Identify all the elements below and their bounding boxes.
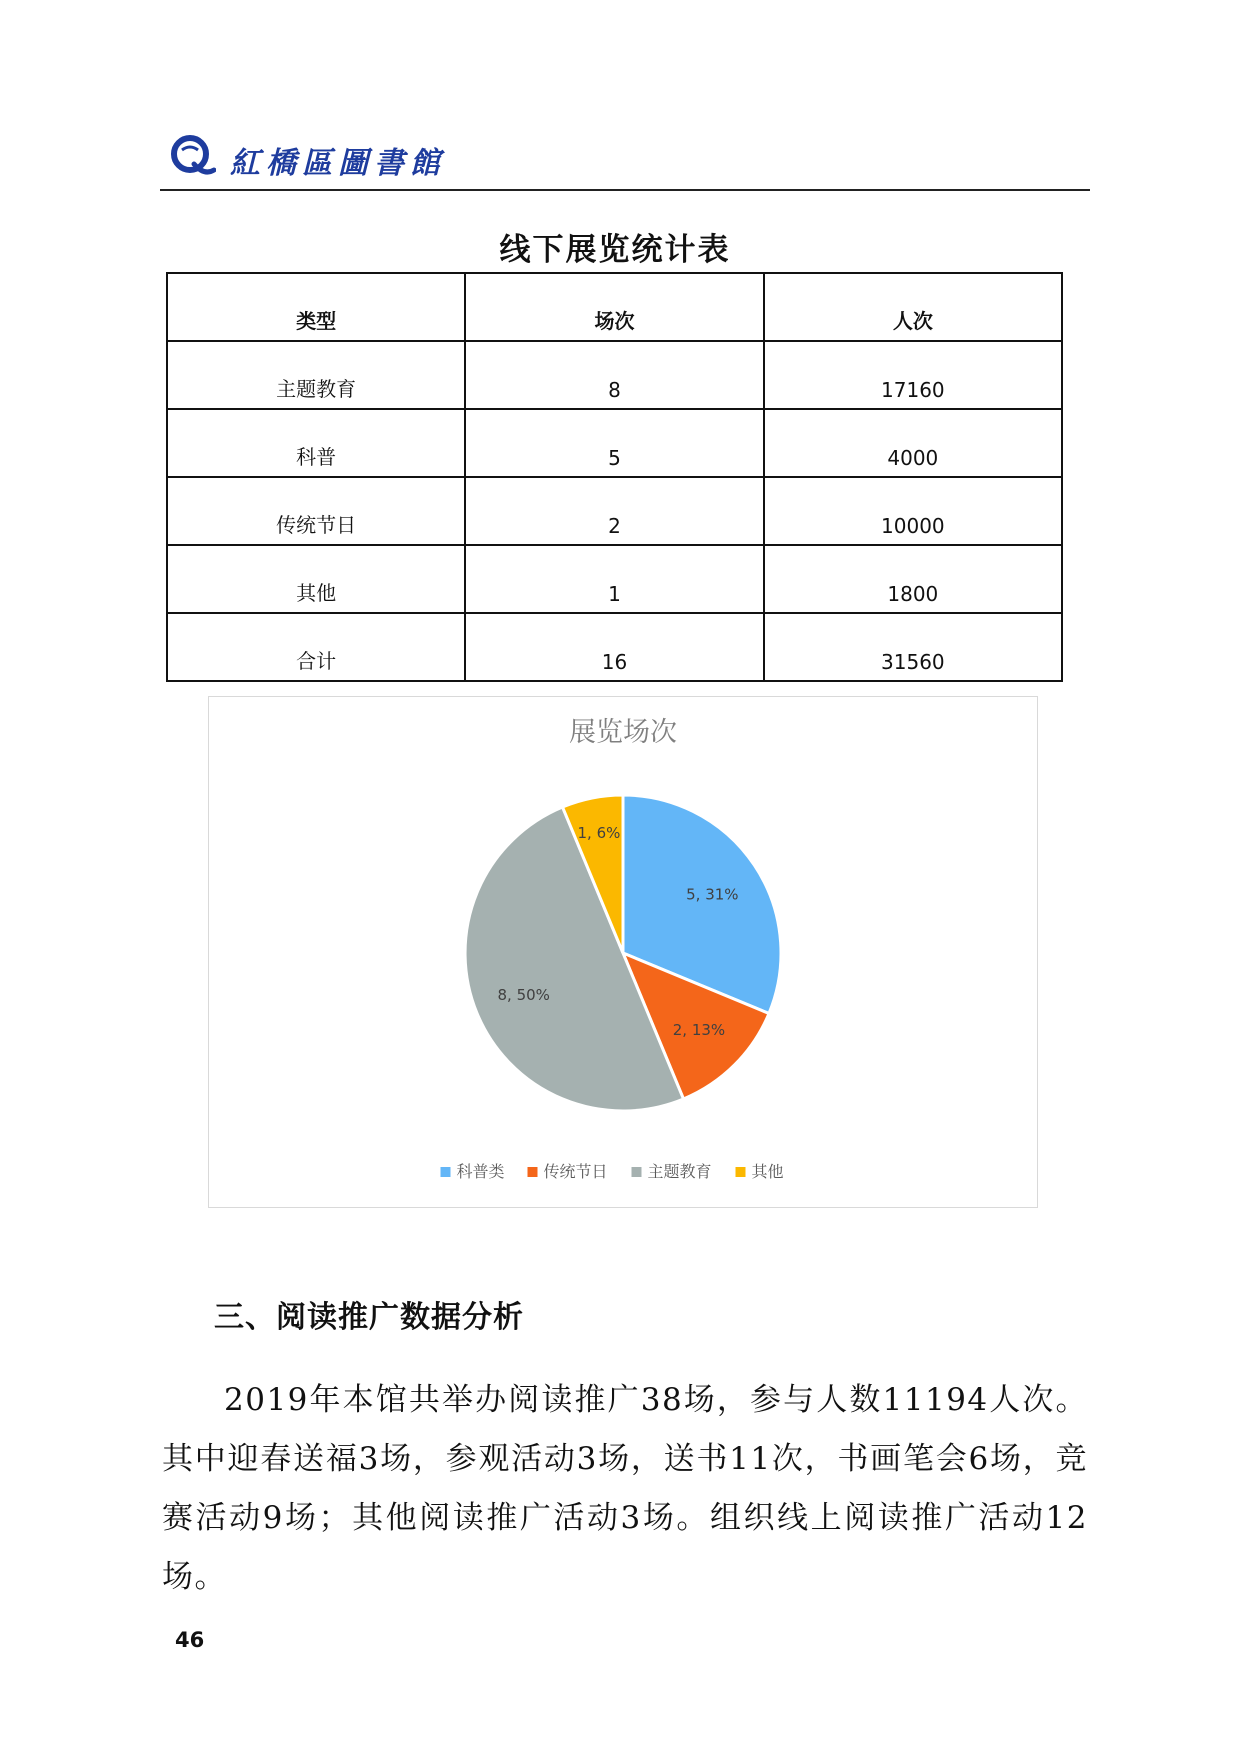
slice-data-label: 2, 13% [672, 1020, 726, 1039]
table-row [167, 341, 1062, 409]
table-title: 线下展览统计表 [499, 232, 731, 268]
table-cell: 4000 [764, 409, 1062, 477]
slice-data-label: 5, 31% [686, 885, 739, 904]
slice-data-label: 1, 6% [577, 824, 621, 843]
table-cell: 合计 [167, 613, 465, 681]
table-row [167, 545, 1062, 613]
legend-label: 传统节日 [543, 1162, 608, 1181]
table-header-row [167, 273, 1062, 341]
table-cell: 16 [465, 613, 763, 681]
pie-chart [208, 696, 1038, 1208]
table-cell: 17160 [764, 341, 1062, 409]
legend-swatch [736, 1167, 746, 1177]
legend-swatch [528, 1167, 538, 1177]
table-cell: 8 [465, 341, 763, 409]
legend-swatch [441, 1167, 451, 1177]
column-header: 人次 [764, 273, 1062, 341]
header-divider [160, 189, 1090, 191]
column-header: 类型 [167, 273, 465, 341]
table-cell: 31560 [764, 613, 1062, 681]
table-cell: 2 [465, 477, 763, 545]
table-row [167, 477, 1062, 545]
table-cell: 1 [465, 545, 763, 613]
page-header [160, 128, 1090, 190]
column-header: 场次 [465, 273, 763, 341]
section-heading: 三、阅读推广数据分析 [214, 1300, 524, 1335]
legend-label: 科普类 [456, 1162, 505, 1181]
table-cell: 5 [465, 409, 763, 477]
library-logo-icon [168, 130, 216, 182]
legend-swatch [632, 1167, 642, 1177]
chart-title: 展览场次 [569, 717, 677, 748]
table-total-row [167, 613, 1062, 681]
page-number: 46 [175, 1628, 205, 1652]
table-cell: 10000 [764, 477, 1062, 545]
table-cell: 其他 [167, 545, 465, 613]
table-row [167, 409, 1062, 477]
table-cell: 1800 [764, 545, 1062, 613]
table-cell: 科普 [167, 409, 465, 477]
table-cell: 传统节日 [167, 477, 465, 545]
library-name: 紅橋區圖書館 [230, 146, 446, 181]
legend-label: 其他 [751, 1162, 784, 1181]
legend-label: 主题教育 [647, 1162, 712, 1181]
slice-data-label: 8, 50% [497, 986, 550, 1005]
exhibition-stats-table [166, 272, 1063, 682]
body-paragraph: 2019年本馆共举办阅读推广38场，参与人数11194人次。其中迎春送福3场，参观活动3场，送书11次，书画笔会6场，竞赛活动9场；其他阅读推广活动3场。组织线上阅读推广活动12场。 [162, 1382, 1088, 1595]
pie-chart-canvas [209, 697, 1037, 1207]
table-cell: 主题教育 [167, 341, 465, 409]
